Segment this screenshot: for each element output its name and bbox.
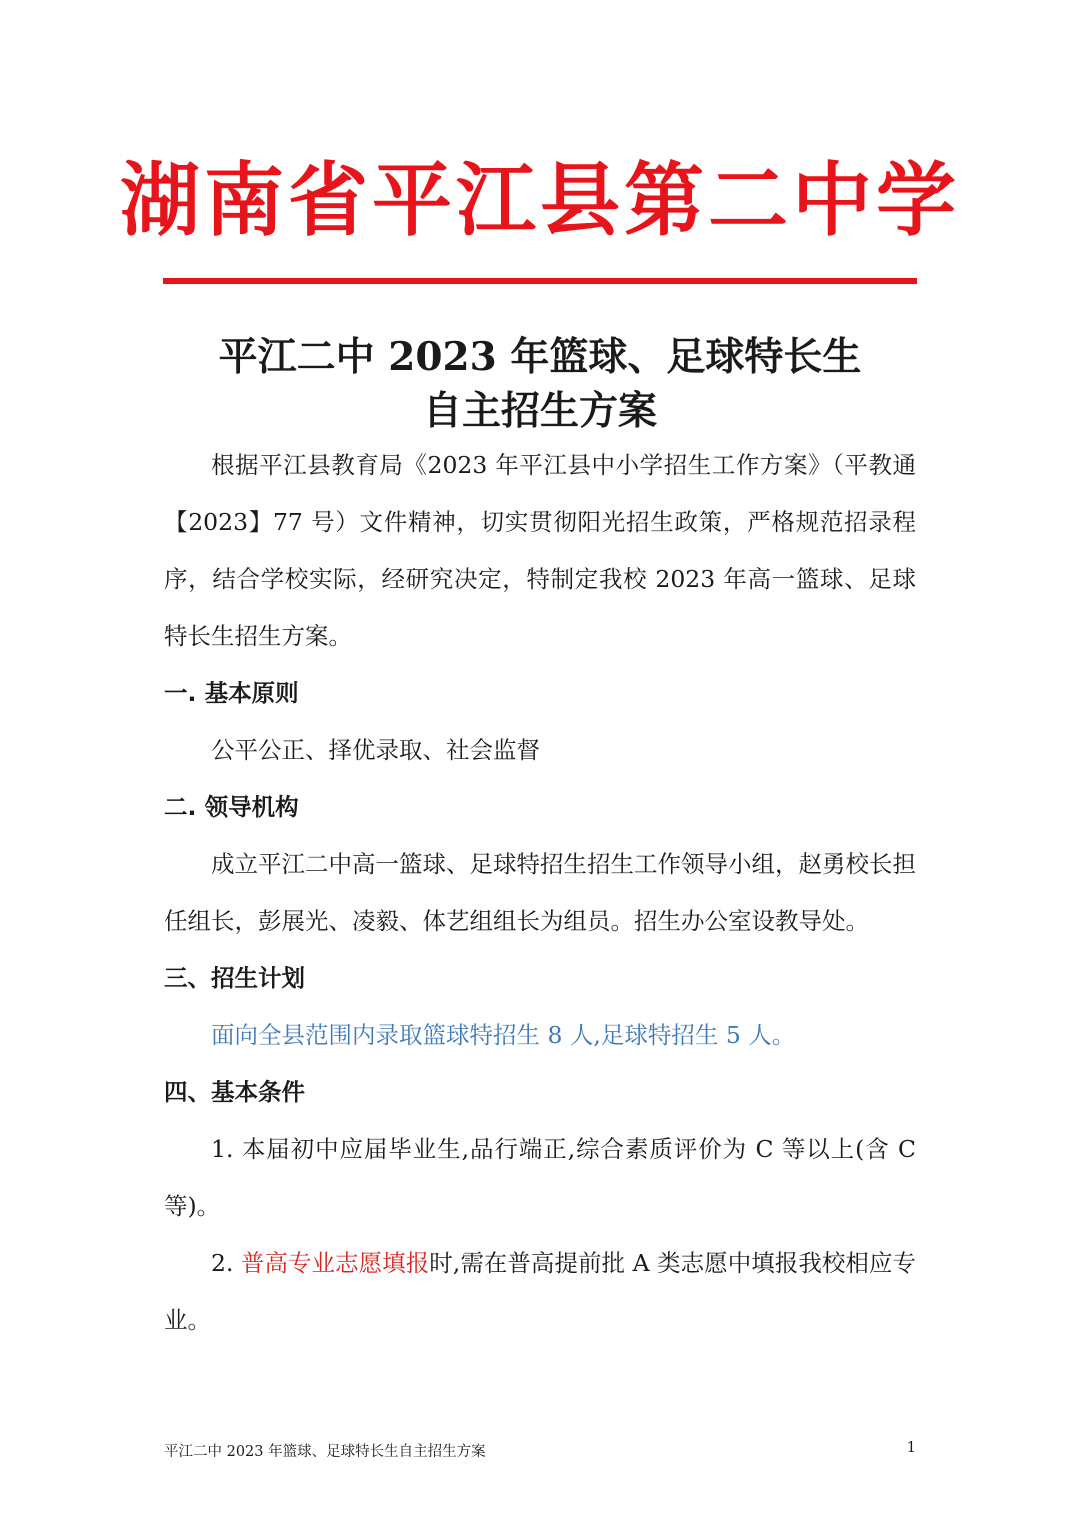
page-footer: [164, 1440, 916, 1461]
section-3-text: 面向全县范围内录取篮球特招生 8 人,足球特招生 5 人。: [211, 1021, 796, 1049]
document-body: [164, 437, 916, 1349]
title-line-2: 自主招生方案: [422, 388, 657, 434]
section-4-item-1: 1. 本届初中应届毕业生,品行端正,综合素质评价为 C 等以上(含 C 等)。: [164, 1135, 916, 1220]
masthead-school-name: 湖南省平江县第二中学: [120, 153, 960, 247]
red-divider: [163, 278, 917, 284]
title-line-1: 平江二中 2023 年篮球、足球特长生: [218, 334, 862, 380]
section-2-text: 成立平江二中高一篮球、足球特招生招生工作领导小组，赵勇校长担任组长，彭展光、凌毅、体艺组组长为组员。招生办公室设教导处。: [164, 850, 916, 935]
section-4-heading: 四、基本条件: [164, 1078, 305, 1106]
section-4-item-2: [164, 1235, 916, 1349]
footer-title: 平江二中 2023 年篮球、足球特长生自主招生方案: [164, 1444, 486, 1460]
intro-paragraph: 根据平江县教育局《2023 年平江县中小学招生工作方案》（平教通【2023】77 号）文件精神，切实贯彻阳光招生政策，严格规范招录程序，结合学校实际，经研究决定，特制定我校 2023 年高一篮球、足球特长生招生方案。: [164, 451, 916, 650]
volunteer-fill-link[interactable]: 普高专业志愿填报: [240, 1249, 430, 1277]
section-1-heading: 一. 基本原则: [164, 679, 299, 707]
document-title: [0, 330, 1080, 438]
item-2-prefix: 2.: [211, 1249, 241, 1277]
item-2-suffix: 时,需在普高提前批 A 类志愿中填报我校相应专业。: [164, 1249, 916, 1334]
section-1-text: 公平公正、择优录取、社会监督: [211, 736, 540, 764]
section-2-heading: 二. 领导机构: [164, 793, 299, 821]
page-number: 1: [906, 1440, 916, 1456]
section-3-heading: 三、招生计划: [164, 964, 305, 992]
